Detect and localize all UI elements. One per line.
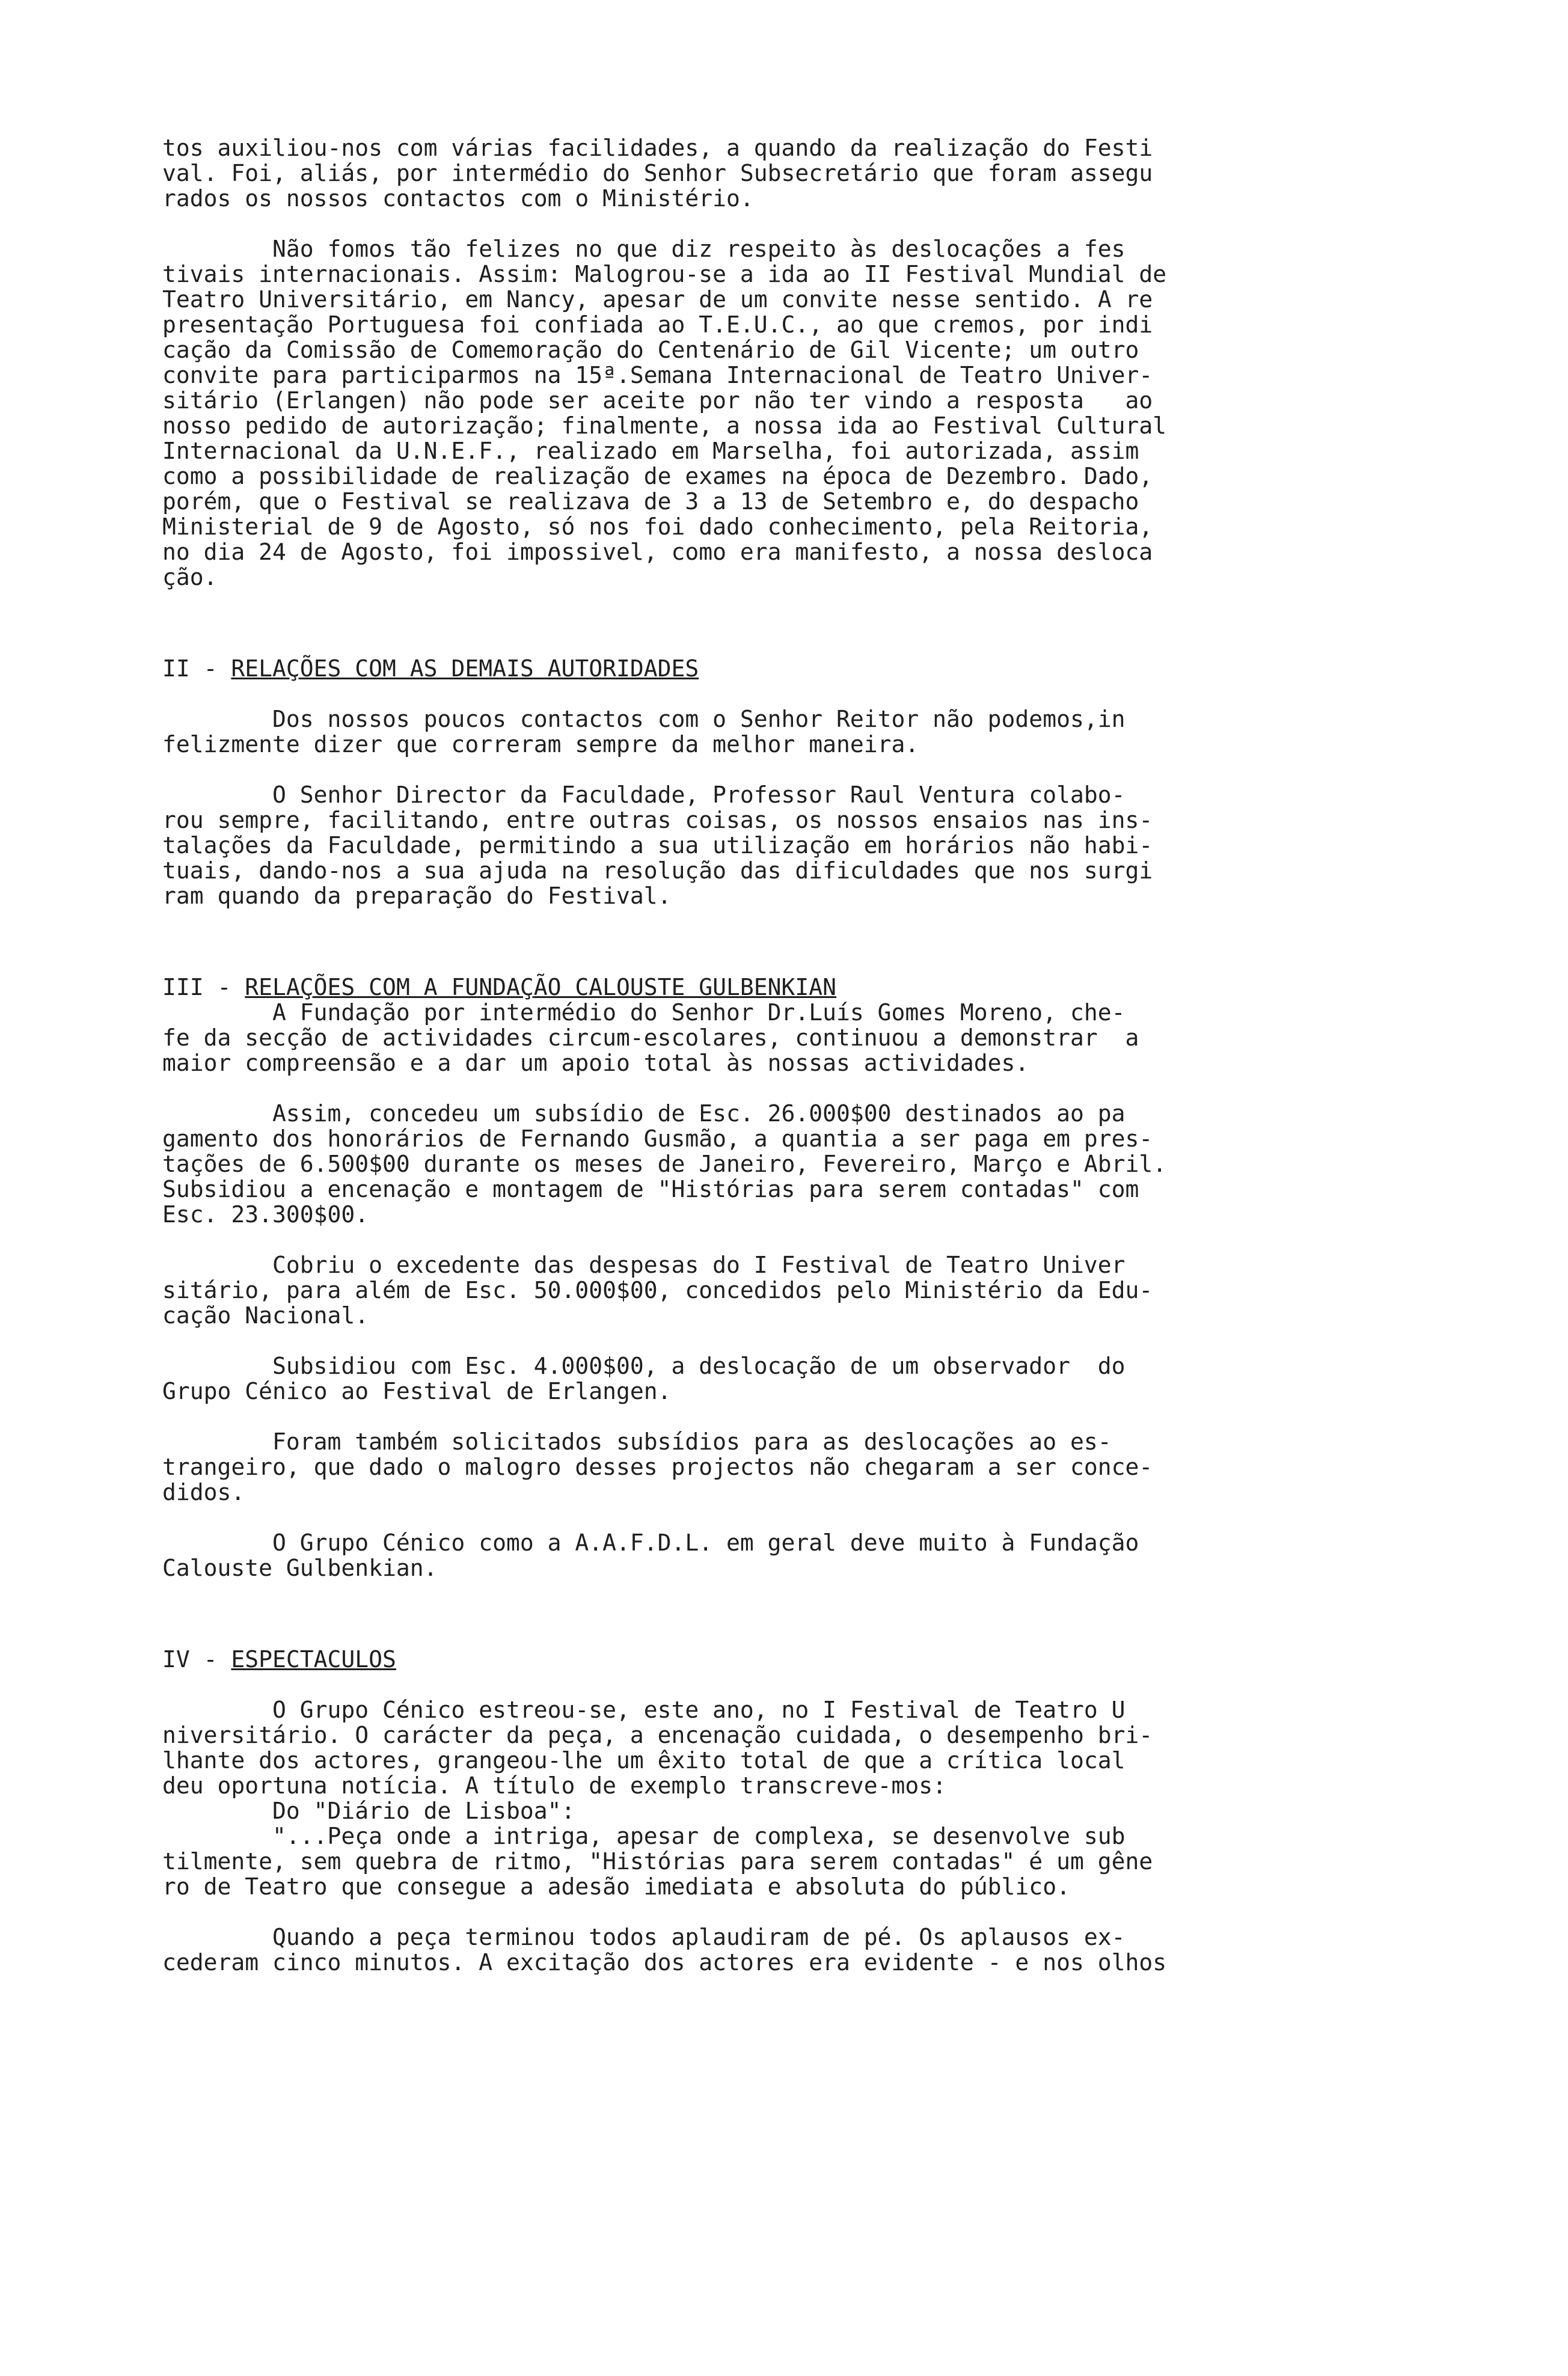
text-line: Quando a peça terminou todos aplaudiram de pé. Os aplausos ex- [162, 1924, 1125, 1950]
section-iii-paragraph-5 [162, 1429, 1473, 1505]
text-line: Internacional da U.N.E.F., realizado em Marselha, foi autorizada, assim [162, 438, 1139, 464]
section-iv-paragraph-1 [162, 1697, 1473, 1899]
text-line: tilmente, sem quebra de ritmo, "Histórias para serem contadas" é um gêne [162, 1848, 1153, 1875]
text-line: Grupo Cénico ao Festival de Erlangen. [162, 1378, 672, 1404]
text-line: tuais, dando-nos a sua ajuda na resolução das dificuldades que nos surgi [162, 857, 1153, 884]
section-iii-paragraph-3 [162, 1252, 1473, 1328]
text-line: val. Foi, aliás, por intermédio do Senhor Subsecretário que foram assegu [162, 160, 1153, 186]
text-line: Calouste Gulbenkian. [162, 1555, 438, 1581]
section-ii-paragraph-2 [162, 782, 1473, 908]
text-line: rou sempre, facilitando, entre outras coisas, os nossos ensaios nas ins- [162, 807, 1153, 833]
text-line: cação Nacional. [162, 1302, 369, 1329]
text-line: trangeiro, que dado o malogro desses projectos não chegaram a ser conce- [162, 1454, 1153, 1480]
document-page [162, 135, 1473, 1975]
section-number: IV - [162, 1646, 231, 1673]
text-line: tivais internacionais. Assim: Malogrou-se a ida ao II Festival Mundial de [162, 261, 1167, 287]
text-line: maior compreensão e a dar um apoio total às nossas actividades. [162, 1050, 1029, 1076]
section-ii-paragraph-1 [162, 706, 1473, 757]
text-line: tações de 6.500$00 durante os meses de Janeiro, Fevereiro, Março e Abril. [162, 1151, 1167, 1177]
text-line: Subsidiou a encenação e montagem de "Histórias para serem contadas" com [162, 1176, 1139, 1202]
text-line: Assim, concedeu um subsídio de Esc. 26.000$00 destinados ao pa [162, 1100, 1125, 1127]
text-line: fe da secção de actividades circum-escolares, continuou a demonstrar a [162, 1024, 1139, 1051]
text-line: Teatro Universitário, em Nancy, apesar de um convite nesse sentido. A re [162, 286, 1153, 313]
text-line: nosso pedido de autorização; finalmente, a nossa ida ao Festival Cultural [162, 412, 1167, 439]
text-line: Esc. 23.300$00. [162, 1201, 369, 1228]
text-line: cederam cinco minutos. A excitação dos actores era evidente - e nos olhos [162, 1949, 1167, 1976]
text-line: no dia 24 de Agosto, foi impossivel, como era manifesto, a nossa desloca [162, 539, 1153, 565]
text-line: cação da Comissão de Comemoração do Centenário de Gil Vicente; um outro [162, 337, 1139, 363]
text-line: gamento dos honorários de Fernando Gusmão, a quantia a ser paga em pres- [162, 1125, 1153, 1152]
section-heading-ii [162, 656, 1473, 681]
section-iv-paragraph-2 [162, 1924, 1473, 1975]
text-line: O Grupo Cénico como a A.A.F.D.L. em geral deve muito à Fundação [162, 1529, 1139, 1556]
text-line: Cobriu o excedente das despesas do I Festival de Teatro Univer [162, 1252, 1125, 1278]
section-number: II - [162, 655, 231, 682]
text-line: "...Peça onde a intriga, apesar de complexa, se desenvolve sub [162, 1823, 1125, 1849]
section-heading-iii [162, 975, 1473, 1000]
text-line: ram quando da preparação do Festival. [162, 883, 672, 909]
text-line: A Fundação por intermédio do Senhor Dr.Luís Gomes Moreno, che- [162, 999, 1125, 1026]
section-iii-paragraph-2 [162, 1101, 1473, 1227]
section-iii-paragraph-6 [162, 1530, 1473, 1581]
section-heading-iv [162, 1647, 1473, 1672]
text-line: sitário (Erlangen) não pode ser aceite por não ter vindo a resposta ao [162, 387, 1153, 414]
section-iii-paragraph-1 [162, 1000, 1473, 1076]
text-line: felizmente dizer que correram sempre da melhor maneira. [162, 731, 919, 758]
text-line: ção. [162, 564, 218, 590]
text-line: Não fomos tão felizes no que diz respeito às deslocações a fes [162, 236, 1125, 262]
text-line: Foram também solicitados subsídios para as deslocações ao es- [162, 1428, 1112, 1455]
text-line: Subsidiou com Esc. 4.000$00, a deslocação de um observador do [162, 1353, 1125, 1379]
text-line: Dos nossos poucos contactos com o Senhor Reitor não podemos,in [162, 706, 1125, 732]
festivals-paragraph [162, 236, 1473, 590]
intro-paragraph [162, 135, 1473, 211]
section-title: ESPECTACULOS [231, 1646, 396, 1673]
text-line: tos auxiliou-nos com várias facilidades, a quando da realização do Festi [162, 135, 1153, 161]
text-line: sitário, para além de Esc. 50.000$00, concedidos pelo Ministério da Edu- [162, 1277, 1153, 1303]
text-line: niversitário. O carácter da peça, a encenação cuidada, o desempenho bri- [162, 1722, 1153, 1748]
section-iii-paragraph-4 [162, 1353, 1473, 1404]
section-title: RELAÇÕES COM AS DEMAIS AUTORIDADES [231, 655, 699, 682]
text-line: O Senhor Director da Faculdade, Professor Raul Ventura colabo- [162, 782, 1125, 808]
text-line: O Grupo Cénico estreou-se, este ano, no I Festival de Teatro U [162, 1697, 1125, 1723]
text-line: ro de Teatro que consegue a adesão imediata e absoluta do público. [162, 1873, 1070, 1900]
text-line: Do "Diário de Lisboa": [162, 1798, 575, 1824]
text-line: lhante dos actores, grangeou-lhe um êxito total de que a crítica local [162, 1747, 1125, 1774]
text-line: talações da Faculdade, permitindo a sua utilização em horários não habi- [162, 832, 1153, 859]
text-line: rados os nossos contactos com o Ministério. [162, 185, 754, 212]
text-line: Ministerial de 9 de Agosto, só nos foi dado conhecimento, pela Reitoria, [162, 513, 1153, 540]
text-line: porém, que o Festival se realizava de 3 a 13 de Setembro e, do despacho [162, 488, 1139, 515]
text-line: convite para participarmos na 15ª.Semana Internacional de Teatro Univer- [162, 362, 1153, 388]
text-line: como a possibilidade de realização de exames na época de Dezembro. Dado, [162, 463, 1153, 489]
text-line: deu oportuna notícia. A título de exemplo transcreve-mos: [162, 1772, 947, 1799]
section-number: III - [162, 974, 245, 1000]
text-line: presentação Portuguesa foi confiada ao T.E.U.C., ao que cremos, por indi [162, 311, 1153, 338]
section-title: RELAÇÕES COM A FUNDAÇÃO CALOUSTE GULBENKIAN [245, 974, 837, 1000]
text-line: didos. [162, 1479, 245, 1505]
